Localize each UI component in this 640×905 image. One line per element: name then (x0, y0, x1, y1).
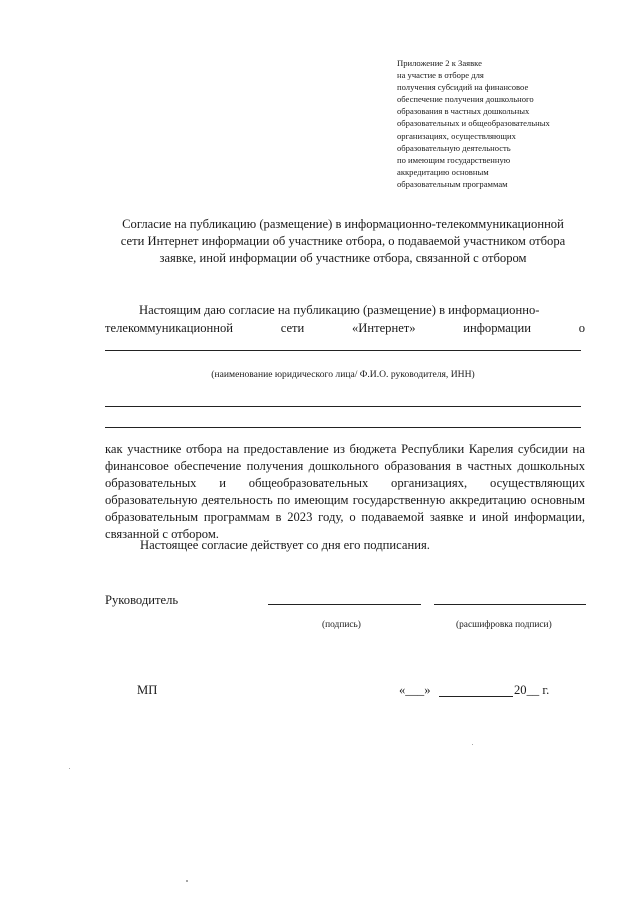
extra-fill-line-1[interactable] (105, 406, 581, 407)
consent-word: сети (280, 321, 305, 335)
appendix-line: получения субсидий на финансовое (397, 82, 529, 93)
appendix-line: Приложение 2 к Заявке (397, 58, 482, 68)
consent-validity: Настоящее согласие действует со дня его подписания. (140, 538, 430, 552)
appendix-line: аккредитацию основным (397, 166, 489, 177)
appendix-line: организациях, осуществляющих (397, 130, 516, 141)
consent-body: как участнике отбора на предоставление из бюджета Республики Карелия субсидии на финансовое обеспечение получения дошкольного образования в частных дошкольных образовательных и общеобразовательных организациях, осуществляющих образовательную деятельность по имеющим государственную аккредитацию основным образовательным программам в 2023 году, о подаваемой заявке и иной информации, связанной с отбором. (105, 442, 585, 541)
date-month-line[interactable] (439, 696, 513, 697)
signature-hint: (подпись) (322, 620, 361, 630)
stamp-label: МП (137, 683, 158, 697)
appendix-line: образовательным программам (397, 178, 508, 189)
extra-fill-line-2[interactable] (105, 427, 581, 428)
appendix-line: обеспечение получения дошкольного (397, 94, 534, 105)
scan-speck (186, 880, 188, 882)
consent-word: информации (463, 321, 532, 335)
consent-word: о (578, 321, 585, 335)
appendix-line: образовательных и общеобразовательных (397, 118, 550, 129)
title-line: Согласие на публикацию (размещение) в информационно-телекоммуникационной (122, 217, 564, 231)
document-title (100, 216, 586, 267)
appendix-line: по имеющим государственную (397, 154, 511, 165)
consent-line-1: Настоящим даю согласие на публикацию (размещение) в информационно- (139, 303, 540, 317)
date-year[interactable]: 20__ г. (514, 683, 550, 697)
consent-word: телекоммуникационной (105, 321, 234, 335)
scan-speck (69, 768, 70, 769)
appendix-line: образования в частных дошкольных (397, 106, 530, 117)
signature-decode-line[interactable] (434, 604, 586, 605)
title-line: сети Интернет информации об участнике отбора, о подаваемой участником отбора (120, 234, 566, 248)
role-label: Руководитель (105, 593, 179, 607)
appendix-line: на участие в отборе для (397, 70, 484, 81)
appendix-line: образовательную деятельность (397, 142, 511, 153)
consent-line-2 (105, 320, 585, 337)
consent-word: «Интернет» (351, 321, 416, 335)
title-line: заявке, иной информации об участнике отбора, связанной с отбором (159, 251, 527, 265)
scan-speck (472, 744, 473, 745)
signature-line[interactable] (268, 604, 421, 605)
name-fill-line[interactable] (105, 350, 581, 351)
decode-hint: (расшифровка подписи) (456, 620, 552, 630)
name-hint: (наименование юридического лица/ Ф.И.О. руководителя, ИНН) (211, 369, 475, 380)
date-day[interactable]: «___» (399, 683, 431, 697)
appendix-note (397, 57, 597, 190)
